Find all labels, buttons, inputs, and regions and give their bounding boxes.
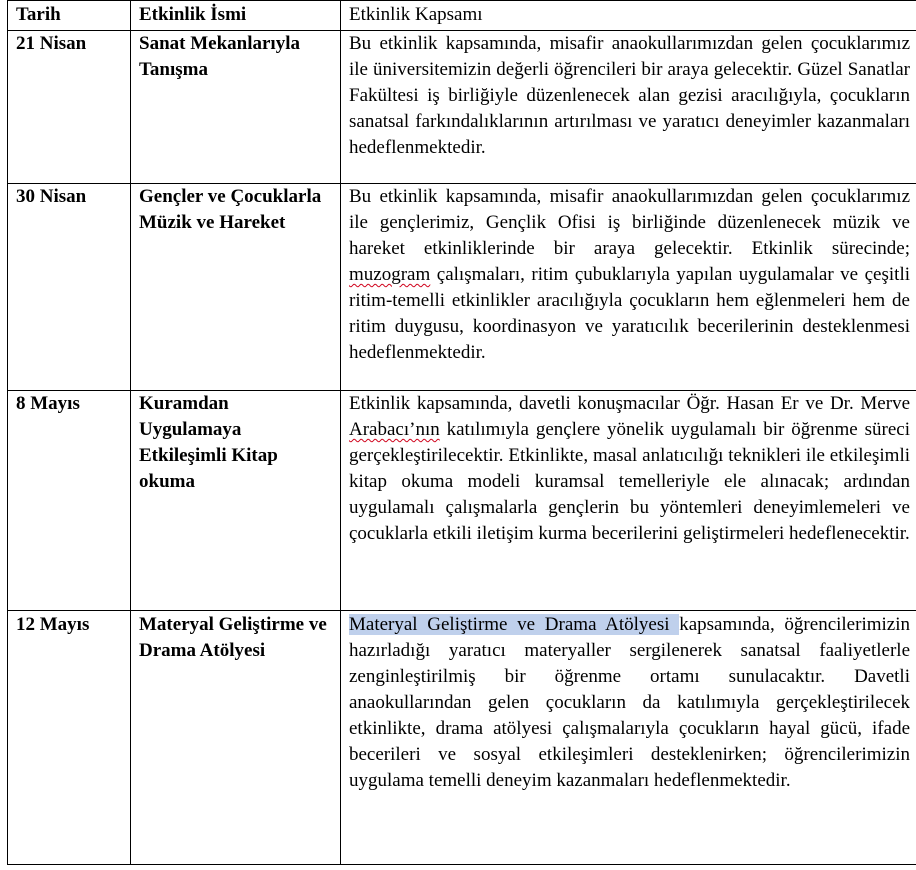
misspelled-word[interactable]: muzogram — [349, 264, 431, 285]
event-date: 30 Nisan — [8, 184, 131, 391]
header-event-scope: Etkinlik Kapsamı — [341, 1, 916, 31]
table-row — [8, 391, 916, 611]
text-selection[interactable]: Materyal Geliştirme ve Drama Atölyesi — [349, 614, 680, 635]
scope-text: çalışmaları, ritim çubuklarıyla yapılan uygulamalar ve çeşitli ritim-temelli etkinlikler aracılığıyla çocukların hem eğlenmeleri hem de ritim duygusu, koordinasyon ve yaratıcılık becerilerinin desteklenmesi hedeflenmektedir. — [349, 264, 910, 363]
table-row — [8, 611, 916, 865]
event-scope — [341, 31, 916, 184]
scope-text: katılımıyla gençlere yönelik uygulamalı bir öğrenme süreci gerçekleştirilecektir. Etkinlikte, masal anlatıcılığı teknikleri ile etkileşimli kitap okuma modeli kuramsal temelleriyle ele alınacak; ardından uygulamalı çalışmalarla gençlerin bu yöntemleri deneyimlemeleri ve çocuklarla etkili iletişim kurma becerilerini geliştirmeleri hedeflenecektir. — [349, 419, 910, 544]
table-row — [8, 184, 916, 391]
header-event-name: Etkinlik İsmi — [131, 1, 341, 31]
header-date: Tarih — [8, 1, 131, 31]
scope-text: kapsamında, öğrencilerimizin hazırladığı yaratıcı materyaller sergilenerek sanatsal faaliyetlerle zenginleştirilmiş bir öğrenme ortamı sunulacaktır. Davetli anaokullarından gelen çocukların da katılımıyla gerçekleştirilecek etkinlikte, drama atölyesi çalışmalarıyla çocukların hayal gücü, ifade becerileri ve sosyal etkileşimleri desteklenirken; öğrencilerimizin uygulama temelli deneyim kazanmaları hedeflenmektedir. — [349, 614, 910, 791]
misspelled-word[interactable]: Arabacı’nın — [349, 419, 440, 440]
events-table — [7, 0, 916, 865]
scope-text: Bu etkinlik kapsamında, misafir anaokullarımızdan gelen çocuklarımız ile üniversitemizin değerli öğrencileri bir araya gelecektir. Güzel Sanatlar Fakültesi iş birliğiyle düzenlenecek alan gezisi aracılığıyla, çocukların sanatsal farkındalıklarının artırılması ve yaratıcı deneyimler kazanmaları hedeflenmektedir. — [349, 33, 910, 158]
event-scope — [341, 184, 916, 391]
event-date: 21 Nisan — [8, 31, 131, 184]
event-date: 8 Mayıs — [8, 391, 131, 611]
scope-text: Bu etkinlik kapsamında, misafir anaokullarımızdan gelen çocuklarımız ile gençlerimiz, Gençlik Ofisi iş birliğinde düzenlenecek müzik ve hareket etkinliklerinde bir araya gelecektir. Etkinlik sürecinde; — [349, 186, 910, 259]
event-name: Gençler ve Çocuklarla Müzik ve Hareket — [131, 184, 341, 391]
event-name: Kuramdan Uygulamaya Etkileşimli Kitap okuma — [131, 391, 341, 611]
table-header-row — [8, 1, 916, 31]
scope-text: Etkinlik kapsamında, davetli konuşmacılar Öğr. Hasan Er ve Dr. Merve — [349, 393, 910, 414]
event-scope — [341, 391, 916, 611]
event-date: 12 Mayıs — [8, 611, 131, 865]
event-name: Sanat Mekanlarıyla Tanışma — [131, 31, 341, 184]
table-row — [8, 31, 916, 184]
event-name: Materyal Geliştirme ve Drama Atölyesi — [131, 611, 341, 865]
event-scope — [341, 611, 916, 865]
